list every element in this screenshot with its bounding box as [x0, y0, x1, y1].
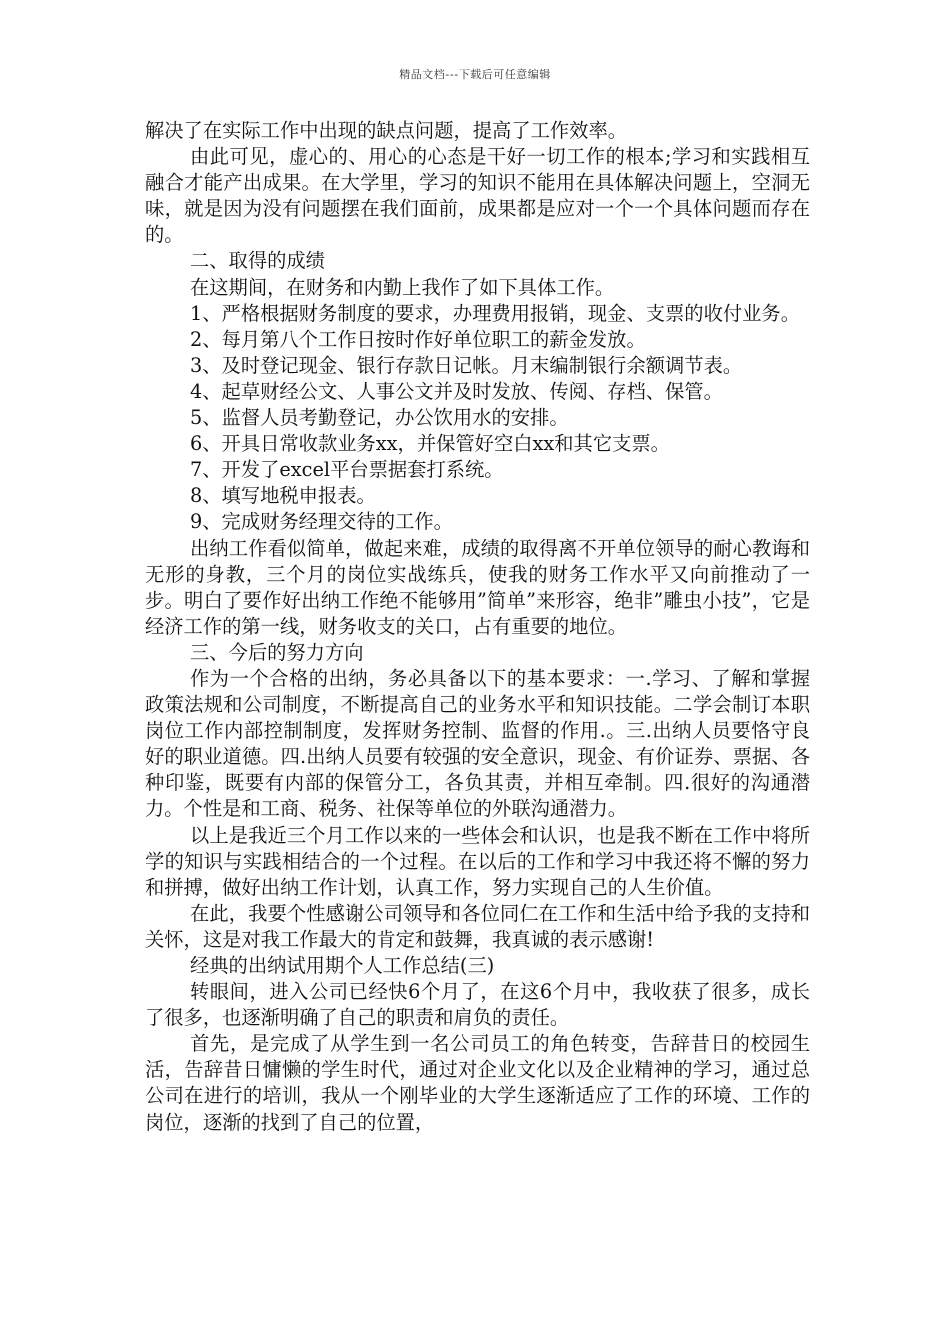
list-item: 6、开具日常收款业务xx，并保管好空白xx和其它支票。	[190, 432, 670, 456]
section-heading: 经典的出纳试用期个人工作总结(三)	[190, 954, 495, 977]
list-item: 4、起草财经公文、人事公文并及时发放、传阅、存档、保管。	[190, 379, 723, 403]
page-header: 精品文档---下载后可任意编辑	[399, 68, 551, 81]
paragraph: 由此可见，虚心的、用心的心态是干好一切工作的根本;学习和实践相互融合才能产出成果。在大学里，学习的知识不能用在具体解决问题上，空洞无味，就是因为没有问题摆在我们面前，成果都是应对一个一个具体问题而存在的。	[145, 145, 810, 247]
paragraph: 在这期间，在财务和内勤上我作了如下具体工作。	[190, 275, 615, 299]
paragraph: 在此，我要个性感谢公司领导和各位同仁在工作和生活中给予我的支持和关怀，这是对我工作最大的肯定和鼓舞，我真诚的表示感谢!	[145, 901, 810, 951]
list-item: 5、监督人员考勤登记，办公饮用水的安排。	[190, 406, 569, 430]
list-item: 7、开发了excel平台票据套打系统。	[190, 458, 504, 482]
paragraph: 出纳工作看似简单，做起来难，成绩的取得离不开单位领导的耐心教诲和无形的身教，三个月的岗位实战练兵，使我的财务工作水平又向前推动了一步。明白了要作好出纳工作绝不能够用”简单”来形容，绝非”雕虫小技”，它是经济工作的第一线，财务收支的关口，占有重要的地位。	[145, 536, 810, 638]
section-heading: 三、今后的努力方向	[190, 640, 364, 664]
paragraph: 解决了在实际工作中出现的缺点问题，提高了工作效率。	[145, 119, 628, 142]
paragraph: 转眼间，进入公司已经快6个月了，在这6个月中，我收获了很多，成长了很多，也逐渐明确了自己的职责和肩负的责任。	[145, 980, 810, 1030]
document-body	[145, 118, 810, 1136]
list-item: 9、完成财务经理交待的工作。	[190, 510, 453, 534]
section-heading: 二、取得的成绩	[190, 249, 325, 273]
paragraph: 首先，是完成了从学生到一名公司员工的角色转变，告辞昔日的校园生活，告辞昔日慵懒的学生时代，通过对企业文化以及企业精神的学习，通过总公司在进行的培训，我从一个刚毕业的大学生逐渐适应了工作的环境、工作的岗位，逐渐的找到了自己的位置，	[145, 1032, 810, 1134]
list-item: 2、每月第八个工作日按时作好单位职工的薪金发放。	[190, 327, 646, 351]
list-item: 3、及时登记现金、银行存款日记帐。月末编制银行余额调节表。	[190, 353, 743, 377]
list-item: 1、严格根据财务制度的要求，办理费用报销，现金、支票的收付业务。	[190, 301, 800, 325]
paragraph: 作为一个合格的出纳，务必具备以下的基本要求：一.学习、了解和掌握政策法规和公司制度，不断提高自己的业务水平和知识技能。二学会制订本职岗位工作内部控制制度，发挥财务控制、监督的作用.。三.出纳人员要恪守良好的职业道德。四.出纳人员要有较强的安全意识，现金、有价证券、票据、各种印鉴，既要有内部的保管分工，各负其责，并相互牵制。四.很好的沟通潜力。个性是和工商、税务、社保等单位的外联沟通潜力。	[145, 666, 810, 821]
list-item: 8、填写地税申报表。	[190, 484, 376, 508]
paragraph: 以上是我近三个月工作以来的一些体会和认识，也是我不断在工作中将所学的知识与实践相结合的一个过程。在以后的工作和学习中我还将不懈的努力和拼搏，做好出纳工作计划，认真工作，努力实现自己的人生价值。	[145, 823, 810, 899]
